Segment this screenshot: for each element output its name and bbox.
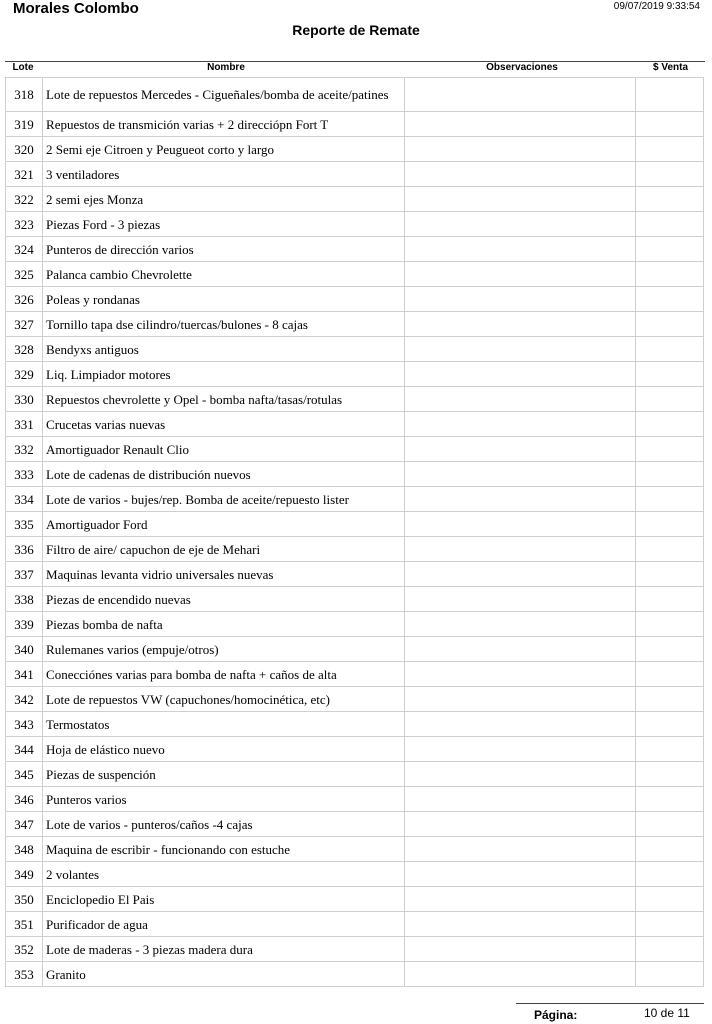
table-row	[6, 937, 704, 962]
nombre-cell: Lote de repuestos VW (capuchones/homocinética, etc)	[43, 687, 405, 712]
observaciones-cell	[404, 162, 635, 187]
observaciones-cell	[404, 862, 635, 887]
observaciones-cell	[404, 312, 635, 337]
observaciones-cell	[404, 712, 635, 737]
lote-cell: 346	[6, 787, 43, 812]
lote-cell: 333	[6, 462, 43, 487]
lote-cell: 338	[6, 587, 43, 612]
lots-table-body	[6, 78, 704, 987]
venta-cell	[635, 387, 703, 412]
nombre-cell: Liq. Limpiador motores	[43, 362, 405, 387]
observaciones-cell	[404, 412, 635, 437]
nombre-cell: 2 semi ejes Monza	[43, 187, 405, 212]
lote-cell: 328	[6, 337, 43, 362]
lote-cell: 352	[6, 937, 43, 962]
table-row	[6, 362, 704, 387]
observaciones-cell	[404, 762, 635, 787]
observaciones-cell	[404, 787, 635, 812]
observaciones-cell	[404, 687, 635, 712]
venta-cell	[635, 162, 703, 187]
table-row	[6, 662, 704, 687]
nombre-cell: 2 Semi eje Citroen y Peugueot corto y largo	[43, 137, 405, 162]
nombre-cell: Lote de cadenas de distribución nuevos	[43, 462, 405, 487]
nombre-cell: Filtro de aire/ capuchon de eje de Mehari	[43, 537, 405, 562]
venta-cell	[635, 862, 703, 887]
table-row	[6, 387, 704, 412]
lote-cell: 351	[6, 912, 43, 937]
venta-cell	[635, 487, 703, 512]
lote-cell: 336	[6, 537, 43, 562]
table-row	[6, 212, 704, 237]
venta-cell	[635, 587, 703, 612]
venta-cell	[635, 437, 703, 462]
observaciones-cell	[404, 962, 635, 987]
table-row	[6, 262, 704, 287]
nombre-cell: Maquina de escribir - funcionando con estuche	[43, 837, 405, 862]
lote-cell: 320	[6, 137, 43, 162]
venta-cell	[635, 762, 703, 787]
table-row	[6, 562, 704, 587]
nombre-cell: Piezas bomba de nafta	[43, 612, 405, 637]
observaciones-cell	[404, 387, 635, 412]
lots-table	[5, 77, 704, 987]
column-header-nombre: Nombre	[207, 62, 245, 73]
observaciones-cell	[404, 662, 635, 687]
venta-cell	[635, 962, 703, 987]
lote-cell: 329	[6, 362, 43, 387]
venta-cell	[635, 737, 703, 762]
lote-cell: 335	[6, 512, 43, 537]
nombre-cell: 2 volantes	[43, 862, 405, 887]
lote-cell: 319	[6, 112, 43, 137]
page-label: Página:	[534, 1008, 578, 1022]
lote-cell: 340	[6, 637, 43, 662]
page-number: 10 de 11	[644, 1006, 690, 1020]
table-row	[6, 837, 704, 862]
observaciones-cell	[404, 812, 635, 837]
nombre-cell: Bendyxs antiguos	[43, 337, 405, 362]
lote-cell: 331	[6, 412, 43, 437]
lote-cell: 345	[6, 762, 43, 787]
venta-cell	[635, 137, 703, 162]
nombre-cell: Crucetas varias nuevas	[43, 412, 405, 437]
nombre-cell: Granito	[43, 962, 405, 987]
nombre-cell: Termostatos	[43, 712, 405, 737]
table-row	[6, 587, 704, 612]
lote-cell: 321	[6, 162, 43, 187]
lote-cell: 337	[6, 562, 43, 587]
column-header-venta: $ Venta	[652, 62, 689, 73]
venta-cell	[635, 78, 703, 112]
lote-cell: 322	[6, 187, 43, 212]
table-row	[6, 712, 704, 737]
observaciones-cell	[404, 262, 635, 287]
venta-cell	[635, 187, 703, 212]
venta-cell	[635, 837, 703, 862]
venta-cell	[635, 562, 703, 587]
observaciones-cell	[404, 537, 635, 562]
table-row	[6, 537, 704, 562]
table-row	[6, 862, 704, 887]
observaciones-cell	[404, 887, 635, 912]
venta-cell	[635, 537, 703, 562]
nombre-cell: Hoja de elástico nuevo	[43, 737, 405, 762]
footer-divider	[516, 1003, 704, 1004]
report-title: Reporte de Remate	[292, 22, 420, 38]
nombre-cell: Poleas y rondanas	[43, 287, 405, 312]
nombre-cell: Rulemanes varios (empuje/otros)	[43, 637, 405, 662]
nombre-cell: Lote de maderas - 3 piezas madera dura	[43, 937, 405, 962]
venta-cell	[635, 337, 703, 362]
table-row	[6, 78, 704, 112]
column-header-lote: Lote	[12, 62, 34, 73]
observaciones-cell	[404, 912, 635, 937]
nombre-cell: Amortiguador Renault Clio	[43, 437, 405, 462]
observaciones-cell	[404, 187, 635, 212]
venta-cell	[635, 912, 703, 937]
observaciones-cell	[404, 287, 635, 312]
venta-cell	[635, 237, 703, 262]
nombre-cell: Maquinas levanta vidrio universales nuevas	[43, 562, 405, 587]
table-row	[6, 737, 704, 762]
venta-cell	[635, 712, 703, 737]
nombre-cell: Repuestos de transmición varias + 2 direcciópn Fort T	[43, 112, 405, 137]
observaciones-cell	[404, 562, 635, 587]
lote-cell: 350	[6, 887, 43, 912]
nombre-cell: Punteros varios	[43, 787, 405, 812]
nombre-cell: Lote de repuestos Mercedes - Cigueñales/bomba de aceite/patines	[43, 78, 405, 112]
observaciones-cell	[404, 237, 635, 262]
observaciones-cell	[404, 112, 635, 137]
table-row	[6, 112, 704, 137]
nombre-cell: Conecciónes varias para bomba de nafta + caños de alta	[43, 662, 405, 687]
venta-cell	[635, 262, 703, 287]
venta-cell	[635, 887, 703, 912]
observaciones-cell	[404, 437, 635, 462]
table-row	[6, 137, 704, 162]
table-row	[6, 487, 704, 512]
observaciones-cell	[404, 837, 635, 862]
lote-cell: 326	[6, 287, 43, 312]
table-row	[6, 237, 704, 262]
table-row	[6, 762, 704, 787]
nombre-cell: Lote de varios - bujes/rep. Bomba de aceite/repuesto lister	[43, 487, 405, 512]
lote-cell: 343	[6, 712, 43, 737]
lote-cell: 353	[6, 962, 43, 987]
report-timestamp: 09/07/2019 9:33:54	[613, 1, 700, 12]
observaciones-cell	[404, 78, 635, 112]
table-row	[6, 287, 704, 312]
nombre-cell: Lote de varios - punteros/caños -4 cajas	[43, 812, 405, 837]
lote-cell: 325	[6, 262, 43, 287]
lote-cell: 347	[6, 812, 43, 837]
table-row	[6, 412, 704, 437]
table-row	[6, 437, 704, 462]
venta-cell	[635, 662, 703, 687]
lote-cell: 349	[6, 862, 43, 887]
observaciones-cell	[404, 462, 635, 487]
table-row	[6, 637, 704, 662]
lote-cell: 342	[6, 687, 43, 712]
column-header-observaciones: Observaciones	[486, 62, 558, 73]
observaciones-cell	[404, 212, 635, 237]
venta-cell	[635, 212, 703, 237]
observaciones-cell	[404, 937, 635, 962]
observaciones-cell	[404, 587, 635, 612]
nombre-cell: Tornillo tapa dse cilindro/tuercas/bulones - 8 cajas	[43, 312, 405, 337]
lote-cell: 334	[6, 487, 43, 512]
lote-cell: 344	[6, 737, 43, 762]
nombre-cell: Piezas de encendido nuevas	[43, 587, 405, 612]
venta-cell	[635, 812, 703, 837]
lote-cell: 327	[6, 312, 43, 337]
venta-cell	[635, 637, 703, 662]
table-row	[6, 162, 704, 187]
observaciones-cell	[404, 487, 635, 512]
lote-cell: 318	[6, 78, 43, 112]
lote-cell: 324	[6, 237, 43, 262]
observaciones-cell	[404, 612, 635, 637]
table-row	[6, 337, 704, 362]
observaciones-cell	[404, 337, 635, 362]
observaciones-cell	[404, 137, 635, 162]
venta-cell	[635, 787, 703, 812]
table-row	[6, 612, 704, 637]
table-row	[6, 787, 704, 812]
nombre-cell: 3 ventiladores	[43, 162, 405, 187]
table-row	[6, 462, 704, 487]
venta-cell	[635, 312, 703, 337]
venta-cell	[635, 287, 703, 312]
nombre-cell: Piezas Ford - 3 piezas	[43, 212, 405, 237]
table-row	[6, 887, 704, 912]
venta-cell	[635, 462, 703, 487]
table-row	[6, 187, 704, 212]
venta-cell	[635, 412, 703, 437]
table-row	[6, 812, 704, 837]
company-name: Morales Colombo	[13, 0, 139, 17]
lote-cell: 323	[6, 212, 43, 237]
table-row	[6, 512, 704, 537]
nombre-cell: Enciclopedio El Pais	[43, 887, 405, 912]
lote-cell: 332	[6, 437, 43, 462]
table-row	[6, 687, 704, 712]
lote-cell: 339	[6, 612, 43, 637]
venta-cell	[635, 687, 703, 712]
table-row	[6, 962, 704, 987]
lote-cell: 330	[6, 387, 43, 412]
venta-cell	[635, 612, 703, 637]
nombre-cell: Repuestos chevrolette y Opel - bomba nafta/tasas/rotulas	[43, 387, 405, 412]
venta-cell	[635, 362, 703, 387]
venta-cell	[635, 512, 703, 537]
observaciones-cell	[404, 512, 635, 537]
observaciones-cell	[404, 362, 635, 387]
nombre-cell: Punteros de dirección varios	[43, 237, 405, 262]
venta-cell	[635, 937, 703, 962]
nombre-cell: Palanca cambio Chevrolette	[43, 262, 405, 287]
nombre-cell: Amortiguador Ford	[43, 512, 405, 537]
nombre-cell: Piezas de suspención	[43, 762, 405, 787]
observaciones-cell	[404, 737, 635, 762]
table-row	[6, 912, 704, 937]
table-row	[6, 312, 704, 337]
lote-cell: 341	[6, 662, 43, 687]
venta-cell	[635, 112, 703, 137]
nombre-cell: Purificador de agua	[43, 912, 405, 937]
lote-cell: 348	[6, 837, 43, 862]
observaciones-cell	[404, 637, 635, 662]
